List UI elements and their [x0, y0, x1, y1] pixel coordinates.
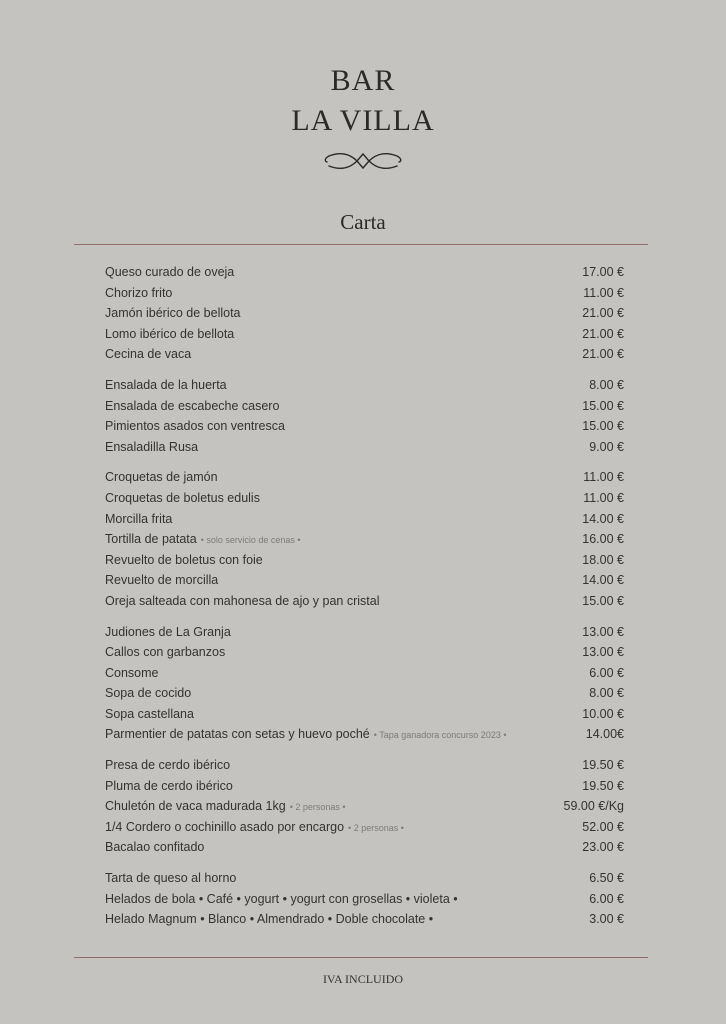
menu-item-name-wrap — [105, 909, 433, 930]
menu-item-price: 14.00 € — [582, 511, 624, 526]
menu-item-name-wrap — [105, 375, 227, 396]
menu-item-name-wrap — [105, 704, 194, 725]
menu-item — [105, 683, 624, 704]
ornament-icon — [321, 146, 405, 176]
menu-item-name: Pimientos asados con ventresca — [105, 419, 285, 434]
menu-item — [105, 909, 624, 930]
menu-item-price: 23.00 € — [582, 840, 624, 855]
menu-item-name: Callos con garbanzos — [105, 645, 226, 660]
menu-item — [105, 591, 624, 612]
menu-item-name-wrap — [105, 868, 236, 889]
menu-item-name: Oreja salteada con mahonesa de ajo y pan cristal — [105, 593, 380, 608]
footer-note: IVA INCLUIDO — [322, 972, 404, 986]
menu-item — [105, 262, 624, 283]
menu-item — [105, 529, 624, 550]
menu-item — [105, 467, 624, 488]
menu-item — [105, 837, 624, 858]
menu-item — [105, 283, 624, 304]
menu-item — [105, 416, 624, 437]
menu-item — [105, 570, 624, 591]
title-line-1: BAR — [330, 64, 396, 97]
menu-item-name-wrap — [105, 622, 231, 643]
menu-item-name-wrap — [105, 283, 172, 304]
menu-item — [105, 704, 624, 725]
menu-item-name: Chorizo frito — [105, 285, 173, 300]
menu-item-name: Jamón ibérico de bellota — [105, 306, 241, 321]
menu-item-name: Ensaladilla Rusa — [105, 439, 199, 454]
menu-item-price: 15.00 € — [582, 398, 624, 413]
menu-item-price: 8.00 € — [589, 377, 624, 392]
menu-item-price: 13.00 € — [582, 645, 624, 660]
menu-item-name-wrap — [105, 262, 234, 283]
menu-item-name-wrap — [105, 344, 191, 365]
menu-item-name-wrap — [105, 437, 198, 458]
menu-item-name-wrap — [105, 776, 233, 797]
menu-item — [105, 724, 624, 745]
menu-item-name-wrap — [105, 396, 279, 417]
menu-item-price: 6.50 € — [589, 871, 624, 886]
menu-item-name: Cecina de vaca — [105, 347, 192, 362]
menu-item-name: 1/4 Cordero o cochinillo asado por encargo — [105, 819, 345, 834]
menu-item-price: 15.00 € — [582, 593, 624, 608]
menu-item — [105, 755, 624, 776]
menu-item-price: 21.00 € — [582, 347, 624, 362]
menu-item-name: Revuelto de boletus con foie — [105, 552, 263, 567]
menu-item-name: Croquetas de jamón — [105, 470, 218, 485]
menu-item-name-wrap — [105, 570, 218, 591]
menu-item — [105, 868, 624, 889]
menu-item-name-wrap — [105, 550, 263, 571]
menu-item-price: 21.00 € — [582, 306, 624, 321]
menu-item — [105, 817, 624, 838]
menu-item-name: Morcilla frita — [105, 511, 173, 526]
menu-item — [105, 663, 624, 684]
menu-item-note: • solo servicio de cenas • — [200, 535, 301, 546]
menu-item-price: 19.50 € — [582, 778, 624, 793]
menu-item-name-wrap — [105, 663, 159, 684]
menu-section — [105, 868, 624, 930]
menu-section — [105, 262, 624, 365]
menu-item-price: 10.00 € — [582, 706, 624, 721]
section-title: Carta — [340, 210, 386, 234]
menu-item — [105, 375, 624, 396]
menu-item-price: 9.00 € — [589, 439, 624, 454]
menu-item-name: Parmentier de patatas con setas y huevo poché — [105, 727, 370, 742]
menu-item-name: Pluma de cerdo ibérico — [105, 778, 233, 793]
menu-item-note: • Tapa ganadora concurso 2023 • — [373, 730, 507, 741]
menu-item-note: • 2 personas • — [289, 802, 346, 813]
menu-item-price: 11.00 € — [583, 285, 624, 300]
menu-item-price: 59.00 €/Kg — [563, 799, 624, 814]
menu-item-price: 15.00 € — [582, 419, 624, 434]
menu-section — [105, 622, 624, 746]
menu-item — [105, 303, 624, 324]
menu-section — [105, 755, 624, 858]
menu-item-name: Tortilla de patata — [105, 532, 197, 547]
menu-item-price: 13.00 € — [582, 624, 624, 639]
bottom-divider — [74, 957, 648, 958]
menu-item-price: 6.00 € — [589, 665, 624, 680]
menu-section — [105, 467, 624, 611]
menu-item — [105, 796, 624, 817]
menu-item-price: 21.00 € — [582, 326, 624, 341]
menu-item-name-wrap — [105, 467, 218, 488]
menu-item-name-wrap — [105, 509, 172, 530]
menu-item — [105, 642, 624, 663]
menu-item-name: Helados de bola • Café • yogurt • yogurt con grosellas • violeta • — [105, 891, 458, 906]
menu-item-name: Ensalada de la huerta — [105, 377, 227, 392]
menu-item-name: Judiones de La Granja — [105, 624, 231, 639]
menu-item-price: 6.00 € — [589, 891, 624, 906]
menu-item-price: 18.00 € — [582, 552, 624, 567]
menu-item — [105, 437, 624, 458]
menu-item-name: Chuletón de vaca madurada 1kg — [105, 799, 286, 814]
menu-item-price: 8.00 € — [589, 686, 624, 701]
menu-item-price: 19.50 € — [582, 758, 624, 773]
menu-item-name-wrap — [105, 488, 260, 509]
menu-item-price: 14.00 € — [582, 573, 624, 588]
menu-item-name: Tarta de queso al horno — [105, 871, 237, 886]
menu-item-name: Sopa de cocido — [105, 686, 192, 701]
menu-item-price: 3.00 € — [589, 912, 624, 927]
menu-item-name-wrap — [105, 324, 234, 345]
menu-item-name: Queso curado de oveja — [105, 265, 235, 279]
menu-item — [105, 776, 624, 797]
menu-item-price: 16.00 € — [582, 532, 624, 547]
menu-item-name-wrap — [105, 303, 241, 324]
menu-item-name: Lomo ibérico de bellota — [105, 326, 235, 341]
menu-item-name: Presa de cerdo ibérico — [105, 758, 231, 773]
menu-item — [105, 396, 624, 417]
menu-item — [105, 550, 624, 571]
title-line-2: LA VILLA — [291, 104, 435, 137]
menu-item — [105, 509, 624, 530]
menu-item-price: 52.00 € — [582, 819, 624, 834]
menu-item-note: • 2 personas • — [348, 822, 404, 833]
menu-item-name: Sopa castellana — [105, 706, 194, 721]
menu-item-name-wrap — [105, 416, 285, 437]
menu-item-name-wrap — [105, 683, 191, 704]
menu-item-name-wrap — [105, 817, 404, 839]
menu-item-name-wrap — [105, 724, 506, 746]
menu-item-name-wrap — [105, 642, 225, 663]
menu-item-price: 14.00€ — [585, 727, 624, 742]
menu-item — [105, 889, 624, 910]
menu-item-price: 11.00 € — [583, 490, 624, 505]
menu-item-name-wrap — [105, 755, 230, 776]
menu-item — [105, 488, 624, 509]
menu-item — [105, 622, 624, 643]
menu-item — [105, 324, 624, 345]
menu-item-name-wrap — [105, 529, 301, 551]
menu-item-name-wrap — [105, 837, 204, 858]
menu-item-name: Croquetas de boletus edulis — [105, 490, 260, 505]
menu-section — [105, 375, 624, 457]
menu-item-name-wrap — [105, 889, 458, 910]
menu-item-name: Bacalao confitado — [105, 840, 205, 855]
menu-item-name-wrap — [105, 796, 346, 818]
top-divider — [74, 244, 648, 245]
menu-item-price: 17.00 € — [582, 265, 624, 279]
menu-item-name: Revuelto de morcilla — [105, 573, 219, 588]
menu-item-name-wrap — [105, 591, 379, 612]
menu-list — [105, 262, 624, 940]
menu-item-price: 11.00 € — [583, 470, 624, 485]
menu-item-name: Consome — [105, 665, 159, 680]
menu-item-name: Helado Magnum • Blanco • Almendrado • Doble chocolate • — [105, 912, 434, 927]
menu-item-name: Ensalada de escabeche casero — [105, 398, 280, 413]
menu-item — [105, 344, 624, 365]
